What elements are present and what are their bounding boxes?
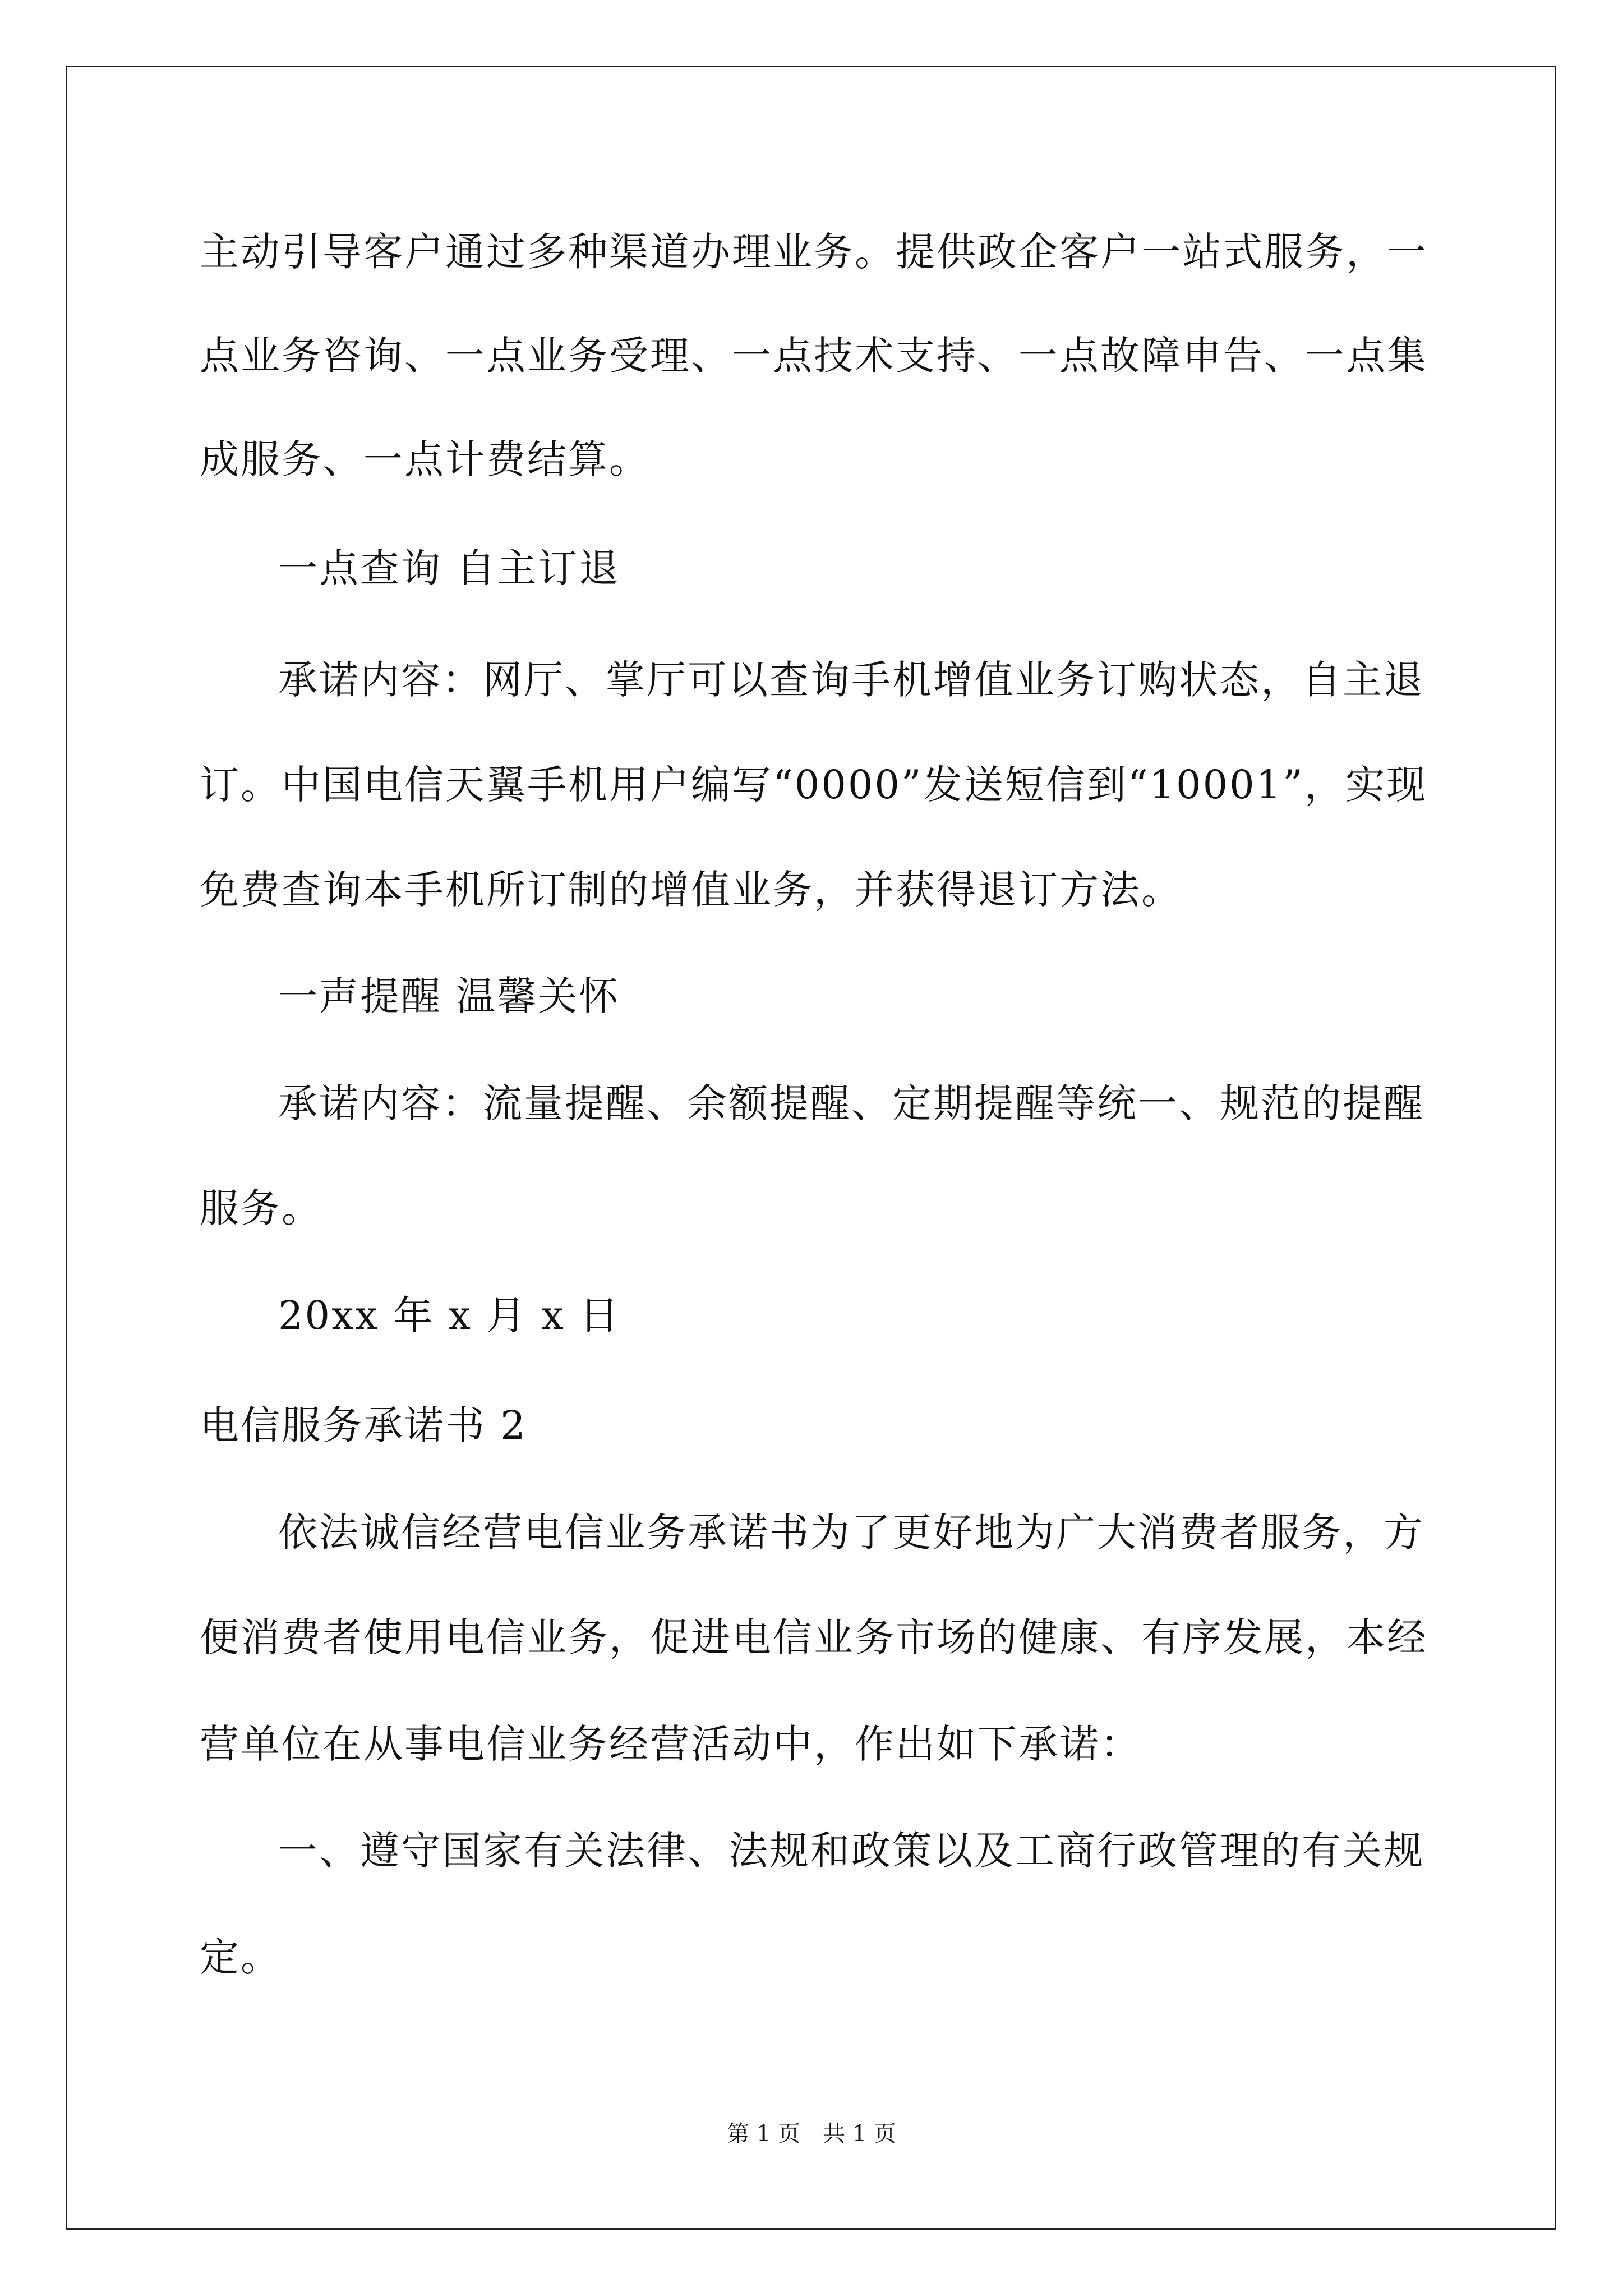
section-heading: 一声提醒 温馨关怀 — [278, 973, 620, 1019]
date-line: 20xx 年 x 月 x 日 — [278, 1292, 621, 1338]
paragraph-line: 承诺内容：网厅、掌厅可以查询手机增值业务订购状态，自主退 — [278, 657, 1424, 703]
paragraph-line: 免费查询本手机所订制的增值业务，并获得退订方法。 — [200, 867, 1182, 913]
paragraph-line: 营单位在从事电信业务经营活动中，作出如下承诺： — [200, 1721, 1141, 1767]
paragraph-line: 定。 — [200, 1934, 282, 1980]
paragraph-line: 一、遵守国家有关法律、法规和政策以及工商行政管理的有关规 — [278, 1828, 1424, 1874]
paragraph-line: 服务。 — [200, 1185, 322, 1231]
page-border — [66, 66, 1556, 2230]
paragraph-line: 订。中国电信天翼手机用户编写“0000”发送短信到“10001”，实现 — [200, 762, 1427, 808]
paragraph-line: 点业务咨询、一点业务受理、一点技术支持、一点故障申告、一点集 — [200, 333, 1428, 379]
page-footer: 第 1 页 共 1 页 — [727, 2121, 896, 2147]
paragraph-line: 主动引导客户通过多种渠道办理业务。提供政企客户一站式服务，一 — [200, 229, 1428, 275]
paragraph-line: 承诺内容：流量提醒、余额提醒、定期提醒等统一、规范的提醒 — [278, 1080, 1424, 1126]
paragraph-line: 成服务、一点计费结算。 — [200, 436, 650, 482]
paragraph-line: 依法诚信经营电信业务承诺书为了更好地为广大消费者服务，方 — [278, 1510, 1424, 1556]
document-title: 电信服务承诺书 2 — [200, 1402, 527, 1448]
paragraph-line: 便消费者使用电信业务，促进电信业务市场的健康、有序发展，本经 — [200, 1614, 1428, 1660]
section-heading: 一点查询 自主订退 — [278, 545, 620, 591]
